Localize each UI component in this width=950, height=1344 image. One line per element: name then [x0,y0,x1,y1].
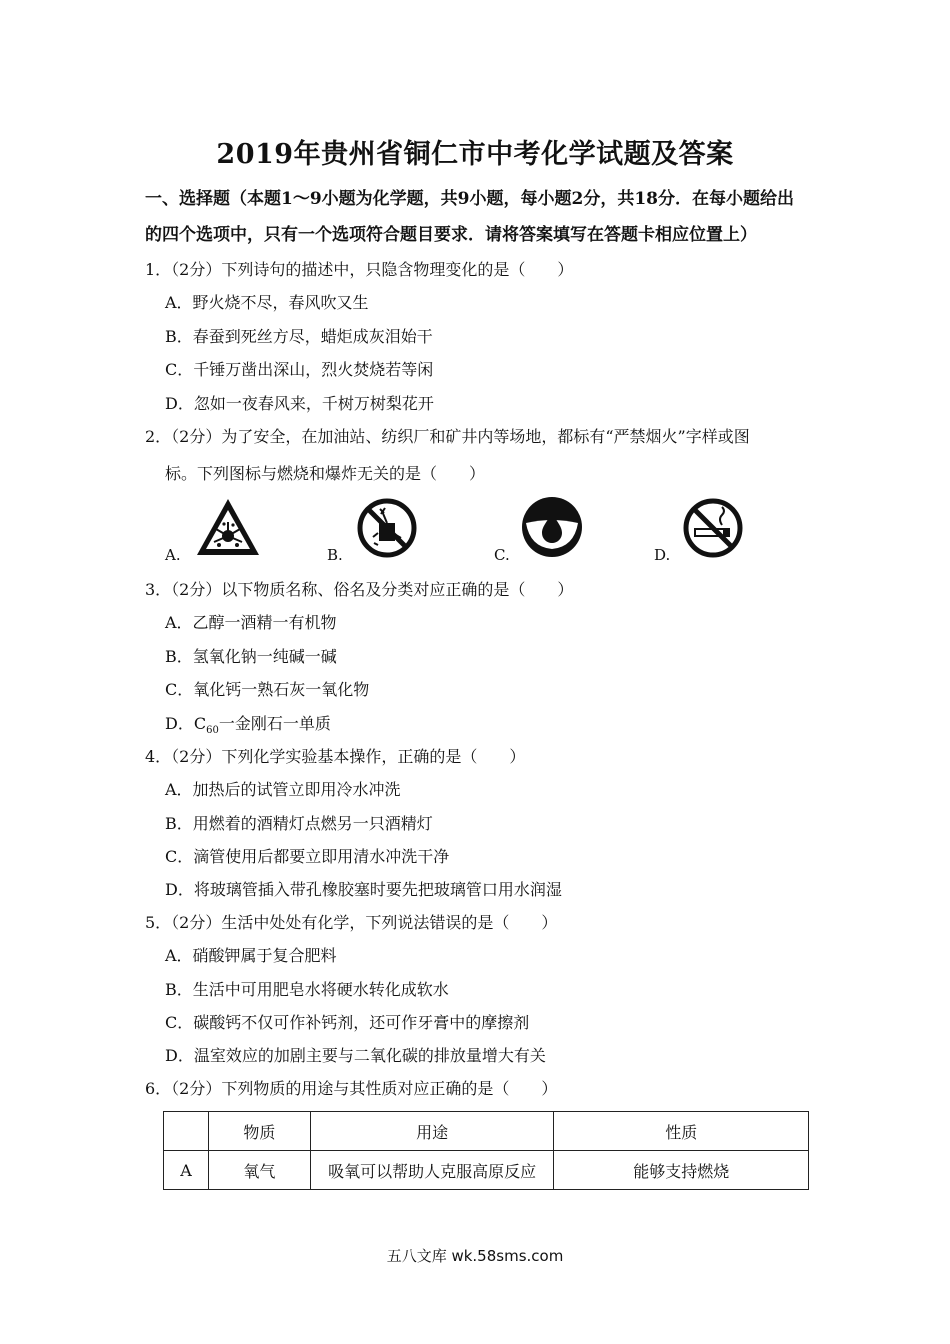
question-1-option-c: C．千锤万凿出深山，烈火焚烧若等闲 [165,360,434,379]
question-6-stem: 6．（2分）下列物质的用途与其性质对应正确的是（ ） [145,1079,558,1098]
question-3-option-d-rest: 一金刚石一单质 [218,714,331,733]
question-6-table [163,1111,809,1190]
question-5-option-a: A．硝酸钾属于复合肥料 [165,946,337,965]
table-header-cell: 物质 [208,1112,310,1151]
section-heading-line-2: 的四个选项中，只有一个选项符合题目要求．请将答案填写在答题卡相应位置上） [145,225,757,245]
icon-label-c: C. [494,546,510,564]
question-3-option-d-subscript: 60 [206,725,219,737]
question-4-option-b: B．用燃着的酒精灯点燃另一只酒精灯 [165,814,433,833]
icon-label-a: A. [165,546,181,564]
question-5-stem: 5．（2分）生活中处处有化学，下列说法错误的是（ ） [145,913,558,932]
question-1-option-a: A．野火烧不尽，春风吹又生 [165,293,369,312]
question-3-option-d [165,713,331,742]
question-3-stem: 3．（2分）以下物质名称、俗名及分类对应正确的是（ ） [145,580,574,599]
section-heading [145,181,825,253]
question-5-option-b: B．生活中可用肥皂水将硬水转化成软水 [165,980,449,999]
question-4-option-c: C．滴管使用后都要立即用清水冲洗干净 [165,847,450,866]
icon-label-d: D. [654,546,671,564]
section-heading-line-1: 一、选择题（本题1～9小题为化学题，共9小题，每小题2分，共18分．在每小题给出 [145,189,794,209]
table-header-cell: 用途 [310,1112,554,1151]
no-smoking-icon [682,497,744,563]
icon-label-b: B. [327,546,343,564]
table-header-cell [164,1112,209,1151]
question-3-option-b: B．氢氧化钠一纯碱一碱 [165,647,337,666]
question-4-option-a: A．加热后的试管立即用冷水冲洗 [165,780,401,799]
table-header-row [164,1112,809,1151]
question-3-option-a: A．乙醇一酒精一有机物 [165,613,337,632]
question-2-stem-line-1: 2．（2分）为了安全，在加油站、纺织厂和矿井内等场地，都标有“严禁烟火”字样或图 [145,427,750,446]
page-title: 2019年贵州省铜仁市中考化学试题及答案 [216,139,734,170]
question-4-option-d: D．将玻璃管插入带孔橡胶塞时要先把玻璃管口用水润湿 [165,880,562,899]
explosive-warning-icon [194,496,262,562]
table-cell: 氧气 [208,1151,310,1190]
question-5-option-c: C．碳酸钙不仅可作补钙剂，还可作牙膏中的摩擦剂 [165,1013,530,1032]
question-2-stem-line-2: 标。下列图标与燃烧和爆炸无关的是（ ） [165,464,486,483]
question-3-option-d-prefix: D．C [165,714,207,733]
question-4-stem: 4．（2分）下列化学实验基本操作，正确的是（ ） [145,747,526,766]
question-1-option-b: B．春蚕到死丝方尽，蜡炬成灰泪始干 [165,327,433,346]
table-header-cell: 性质 [554,1112,809,1151]
no-fireworks-icon [356,497,418,563]
table-cell: 能够支持燃烧 [554,1151,809,1190]
question-3-option-c: C．氧化钙一熟石灰一氧化物 [165,680,370,699]
footer-watermark: 五八文库 wk.58sms.com [386,1247,564,1265]
question-1-option-d: D．忽如一夜春风来，千树万树梨花开 [165,394,434,413]
water-saving-icon [520,495,584,563]
table-row [164,1151,809,1190]
question-1-stem: 1．（2分）下列诗句的描述中，只隐含物理变化的是（ ） [145,260,574,279]
table-cell: 吸氧可以帮助人克服高原反应 [310,1151,554,1190]
question-5-option-d: D．温室效应的加剧主要与二氧化碳的排放量增大有关 [165,1046,546,1065]
table-cell: A [164,1151,209,1190]
